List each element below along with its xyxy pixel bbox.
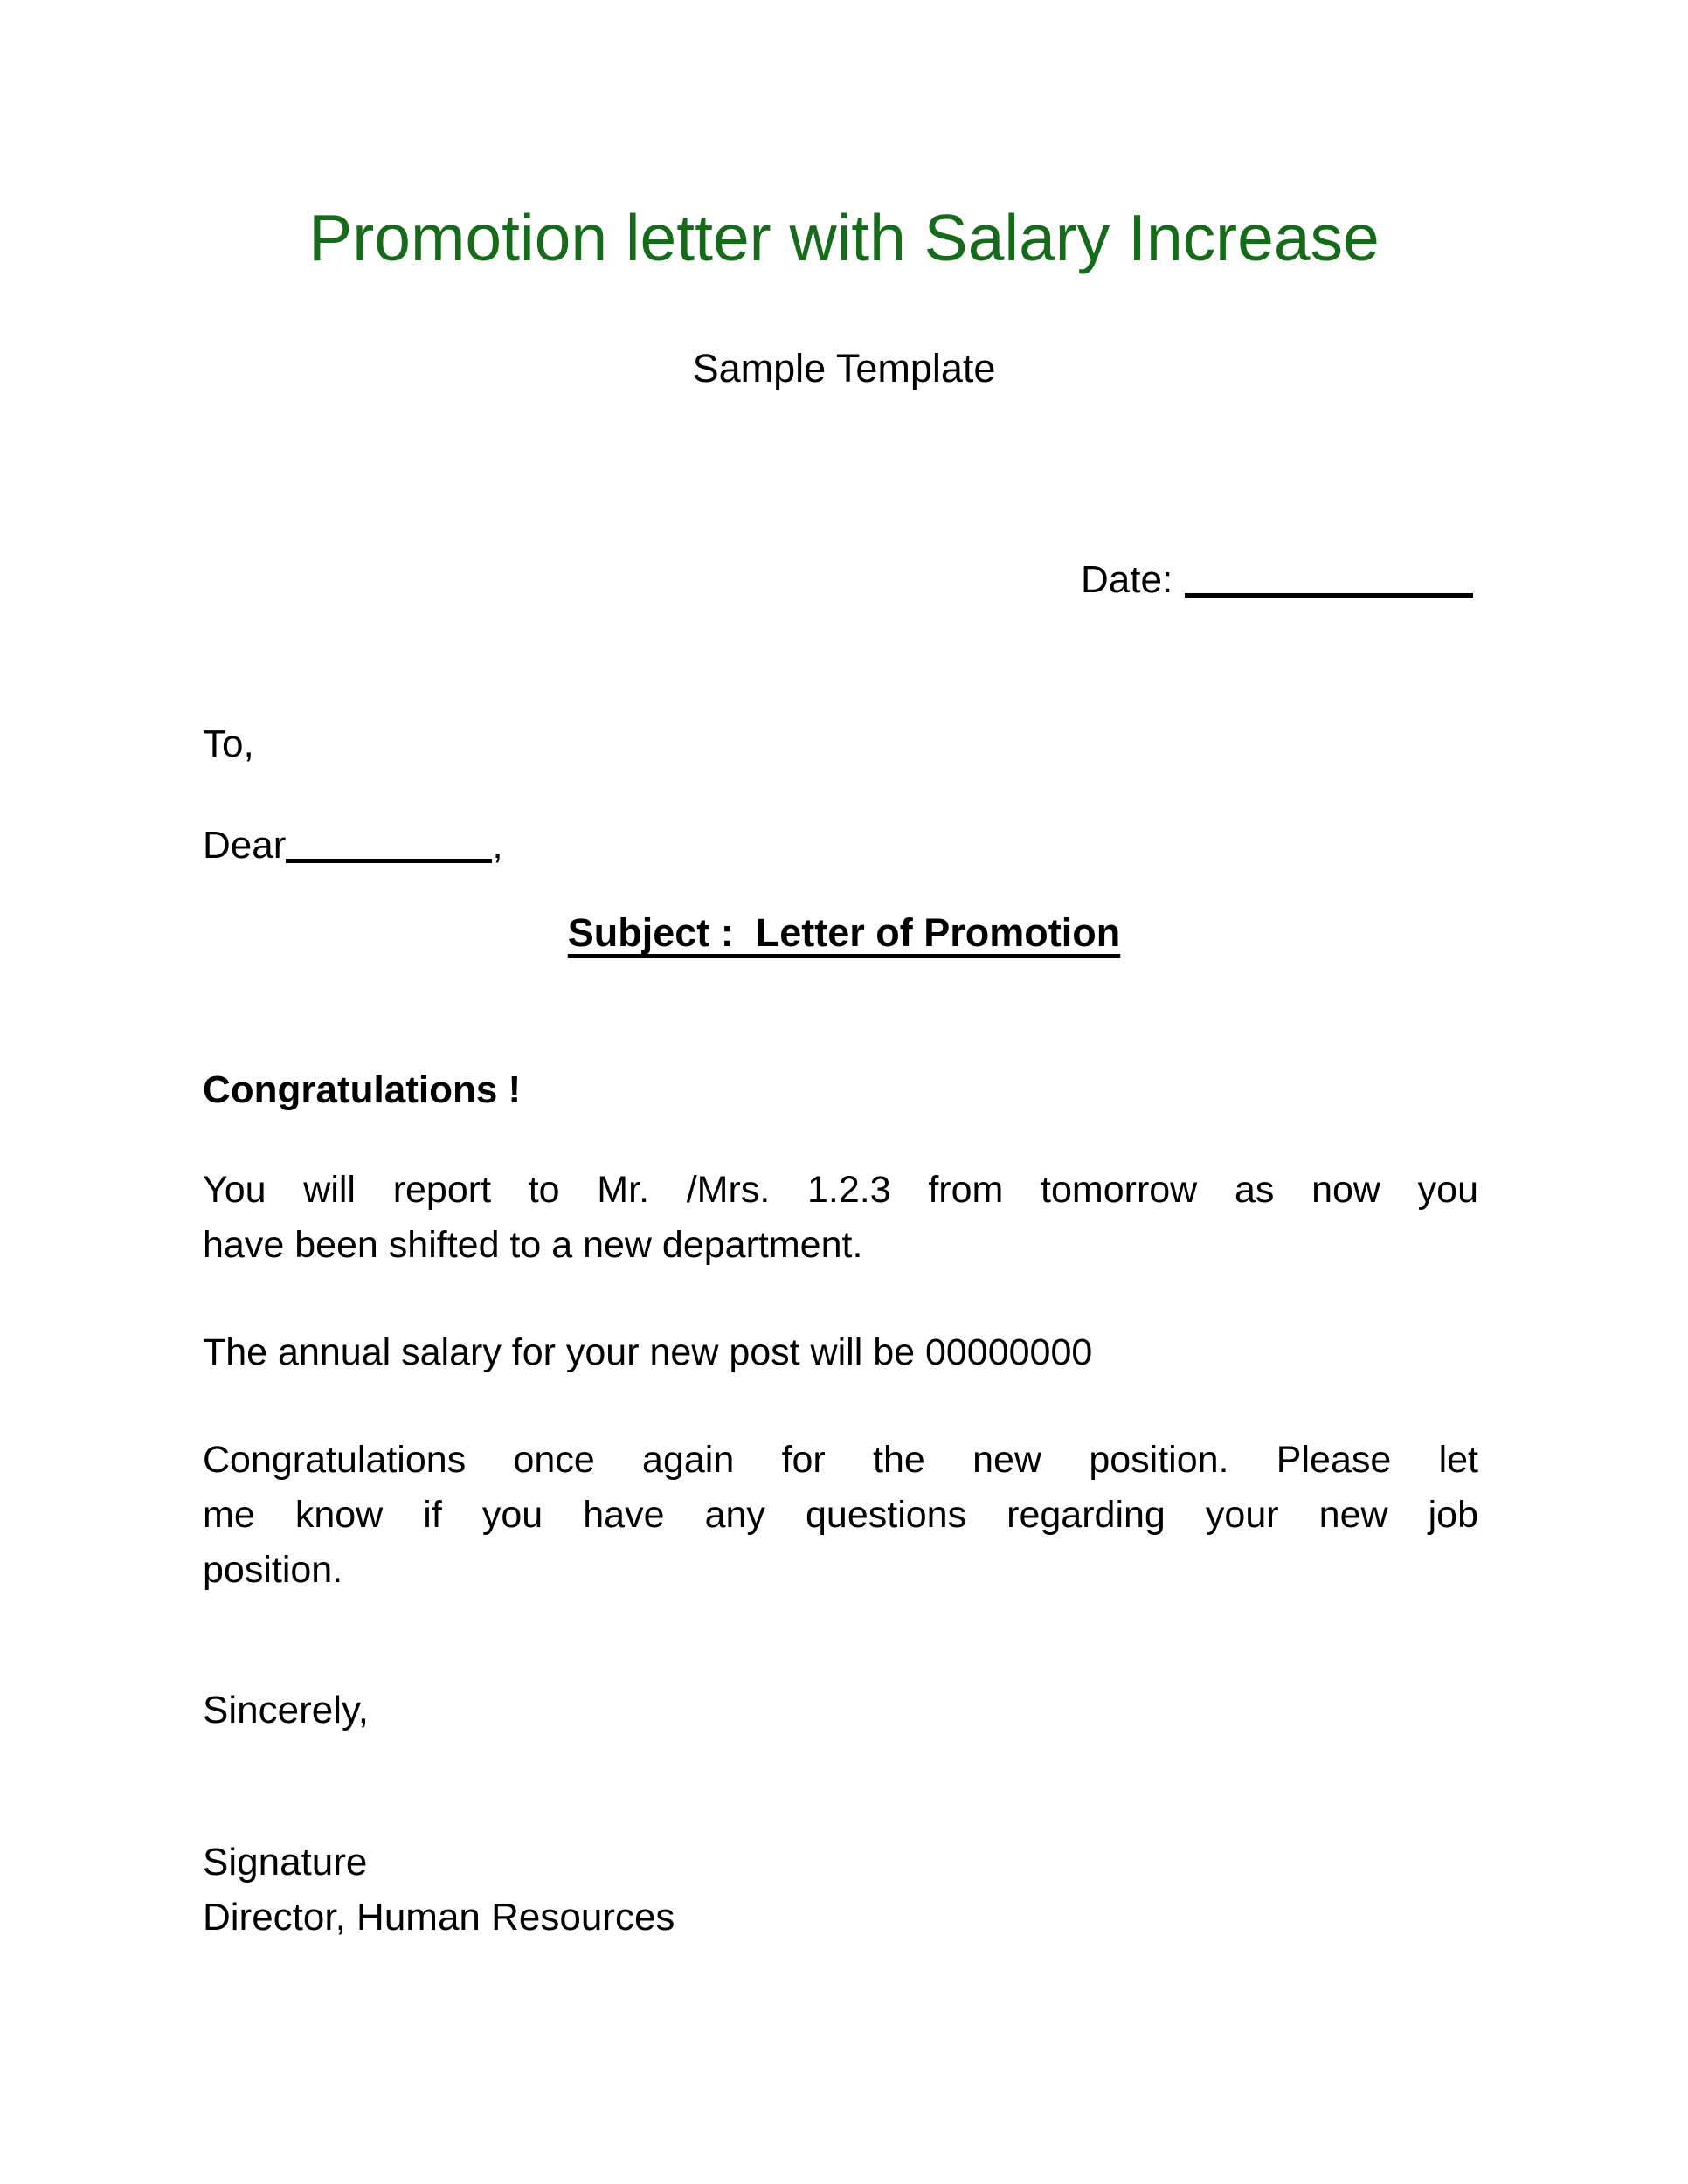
salutation-line bbox=[203, 818, 503, 873]
salutation-prefix: Dear bbox=[203, 824, 287, 867]
signature-block bbox=[203, 1835, 675, 1945]
date-blank-line bbox=[1185, 593, 1473, 598]
paragraph bbox=[203, 1325, 1478, 1380]
paragraph-line: have been shifted to a new department. bbox=[203, 1224, 863, 1266]
paragraph-line: The annual salary for your new post will be 00000000 bbox=[203, 1331, 1093, 1373]
date-line bbox=[1081, 552, 1473, 607]
valediction: Sincerely, bbox=[203, 1689, 369, 1731]
to-line: To, bbox=[203, 722, 254, 765]
document-subtitle: Sample Template bbox=[692, 346, 996, 390]
date-label: Date: bbox=[1081, 558, 1173, 601]
signature-label: Signature bbox=[203, 1841, 368, 1883]
subject-line-wrapper bbox=[0, 905, 1688, 960]
subject-line: Subject : Letter of Promotion bbox=[567, 910, 1121, 955]
paragraph-line: You will report to Mr. /Mrs. 1.2.3 from tomorrow as now you bbox=[203, 1169, 1478, 1211]
paragraph bbox=[203, 1163, 1478, 1273]
document-title: Promotion letter with Salary Increase bbox=[308, 201, 1380, 274]
paragraph-line: me know if you have any questions regarding your new job bbox=[203, 1494, 1478, 1536]
paragraph-line: Congratulations once again for the new position. Please let bbox=[203, 1439, 1478, 1481]
paragraph-line: position. bbox=[203, 1549, 343, 1591]
body-paragraphs bbox=[203, 1163, 1478, 1650]
signer-title: Director, Human Resources bbox=[203, 1896, 675, 1939]
salutation-blank-line bbox=[286, 859, 492, 863]
salutation-comma: , bbox=[492, 824, 503, 867]
paragraph bbox=[203, 1433, 1478, 1598]
opening-greeting: Congratulations ! bbox=[203, 1068, 522, 1111]
